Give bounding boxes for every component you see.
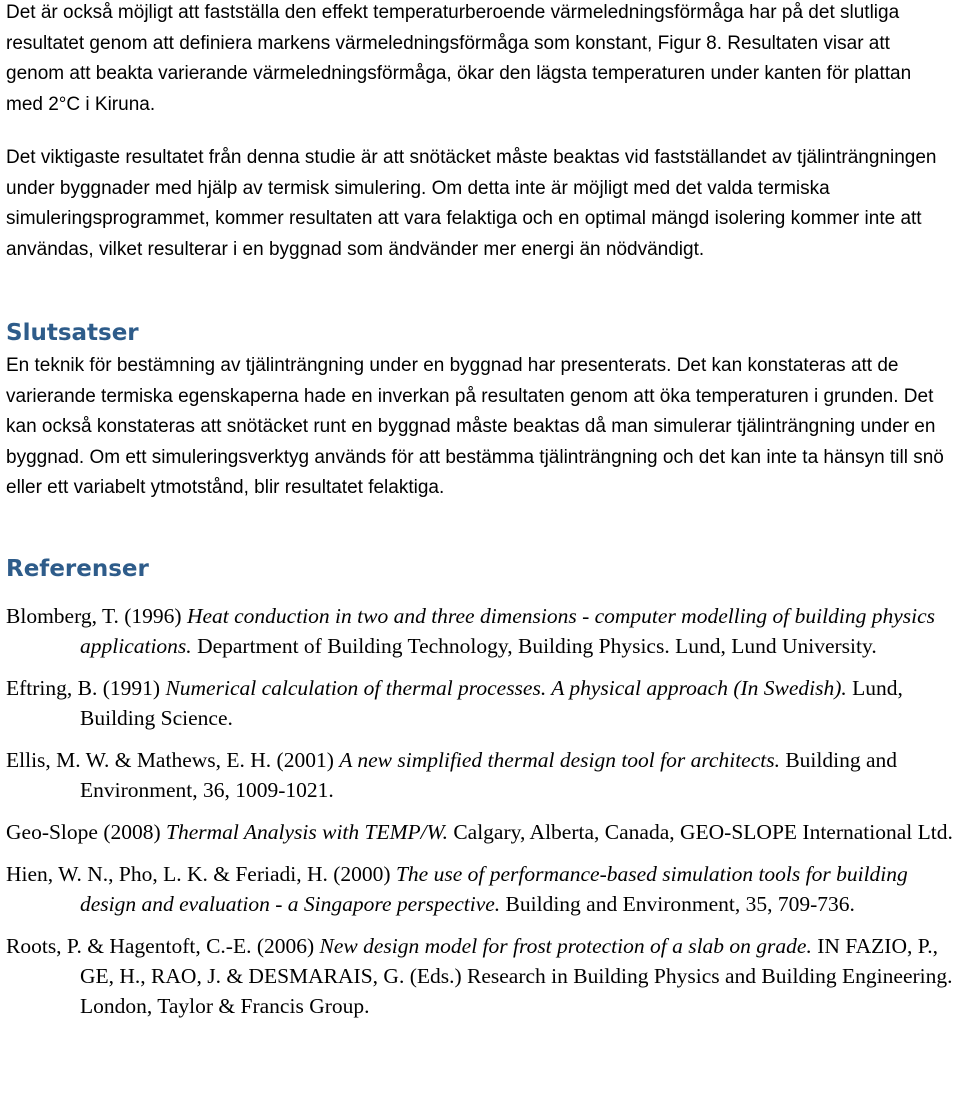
conclusions-heading: Slutsatser: [6, 320, 139, 346]
reference-item: [6, 745, 960, 805]
reference-item: [6, 673, 960, 733]
reference-source: Building and Environment, 36, 1009-1021.: [80, 748, 898, 802]
reference-author: Ellis, M. W. & Mathews, E. H. (2001): [6, 748, 334, 772]
reference-source: Lund, Building Science.: [80, 676, 903, 730]
reference-source: Calgary, Alberta, Canada, GEO-SLOPE International Ltd.: [453, 820, 953, 844]
reference-author: Roots, P. & Hagentoft, C.-E. (2006): [6, 934, 315, 958]
conclusions-paragraph: En teknik för bestämning av tjälinträngning under en byggnad har presenterats. Det kan konstateras att de varierande termiska egenskaperna hade en inverkan på resultaten genom att öka temperaturen i grunden. Det kan också konstateras att snötäcket runt en byggnad måste beaktas då man simulerar tjälinträngning under en byggnad. Om ett simuleringsverktyg används för att bestämma tjälinträngning och det kan inte ta hänsyn till snö eller ett variabelt ytmotstånd, blir resultatet felaktiga.: [6, 355, 944, 498]
reference-source: IN FAZIO, P., GE, H., RAO, J. & DESMARAIS, G. (Eds.) Research in Building Physics and Building Engineering. London, Taylor & Francis Group.: [80, 934, 953, 1018]
reference-item: [6, 859, 960, 919]
reference-source: Department of Building Technology, Building Physics. Lund, Lund University.: [197, 634, 877, 658]
reference-title: Thermal Analysis with TEMP/W.: [166, 820, 448, 844]
reference-title: Numerical calculation of thermal processes. A physical approach (In Swedish).: [165, 676, 847, 700]
reference-author: Hien, W. N., Pho, L. K. & Feriadi, H. (2000): [6, 862, 391, 886]
reference-item: [6, 931, 960, 1021]
reference-author: Geo-Slope (2008): [6, 820, 161, 844]
reference-title: The use of performance-based simulation tools for building design and evaluation - a Singapore perspective.: [80, 862, 908, 916]
reference-title: Heat conduction in two and three dimensions - computer modelling of building physics applications.: [80, 604, 935, 658]
reference-item: [6, 817, 960, 847]
reference-title: New design model for frost protection of a slab on grade.: [319, 934, 812, 958]
reference-list: [6, 601, 960, 1033]
reference-source: Building and Environment, 35, 709-736.: [505, 892, 855, 916]
references-heading: Referenser: [6, 556, 149, 582]
reference-author: Eftring, B. (1991): [6, 676, 161, 700]
reference-title: A new simplified thermal design tool for architects.: [339, 748, 780, 772]
reference-item: [6, 601, 960, 661]
reference-author: Blomberg, T. (1996): [6, 604, 182, 628]
intro-paragraph: Det är också möjligt att fastställa den effekt temperaturberoende värmeledningsförmåga har på det slutliga resultatet genom att definiera markens värmeledningsförmåga som konstant, Figur 8. Resultaten visar att genom att beakta varierande värmeledningsförmåga, ökar den lägsta temperaturen under kanten för plattan med 2°C i Kiruna.: [6, 2, 912, 115]
main-result-paragraph: Det viktigaste resultatet från denna studie är att snötäcket måste beaktas vid fastställandet av tjälinträngningen under byggnader med hjälp av termisk simulering. Om detta inte är möjligt med det valda termiska simuleringsprogrammet, kommer resultaten att vara felaktiga och en optimal mängd isolering kommer inte att användas, vilket resulterar i en byggnad som ändvänder mer energi än nödvändigt.: [6, 147, 937, 260]
